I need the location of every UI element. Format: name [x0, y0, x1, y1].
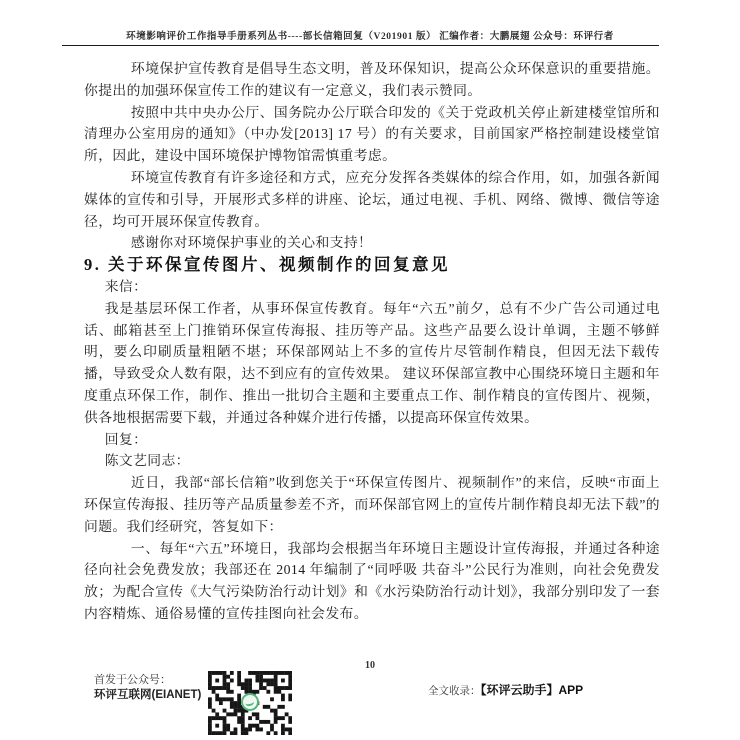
- running-header: 环境影响评价工作指导手册系列丛书----部长信箱回复（V201901 版） 汇编作者：大鹏展翅 公众号：环评行者: [126, 32, 614, 42]
- reply-label: 回复：: [104, 431, 148, 447]
- paragraph-reply8-1: 环境保护宣传教育是倡导生态文明，普及环保知识，提高公众环保意识的重要措施。你提出的加强环保宣传工作的建议有一定意义，我们表示赞同。: [84, 61, 660, 98]
- paragraph-reply8-2: 按照中共中央办公厅、国务院办公厅联合印发的《关于党政机关停止新建楼堂馆所和清理办公室用房的通知》（中办发[2013] 17 号）的有关要求，目前国家严格控制建设楼堂馆所，因此，建设中国环境保护博物馆需慎重考虑。: [84, 104, 660, 164]
- letter-body: 我是基层环保工作者，从事环保宣传教育。每年“六五”前夕，总有不少广告公司通过电话、邮箱甚至上门推销环保宣传海报、挂历等产品。这些产品要么设计单调，主题不够鲜明，要么印刷质量粗陋不堪；环保部网站上不多的宣传片尽管制作精良，但因无法下载传播，导致受众人数有限，达不到应有的宣传效果。 建议环保部宣教中心围绕环境日主题和年度重点环保工作，制作、推出一批切合主题和主要重点工作、制作精良的宣传图片、视频，供各地根据需要下载，并通过各种媒介进行传播，以提高环保宣传效果。: [84, 300, 660, 425]
- publisher-name: 环评互联网(EIANET): [94, 689, 202, 701]
- paragraph-reply8-thanks: 感谢你对环境保护事业的关心和支持！: [130, 235, 373, 251]
- app-notice-prefix: 全文收录：: [428, 685, 481, 697]
- reply-salutation: 陈文艺同志：: [104, 453, 190, 469]
- app-name: 【环评云助手】: [480, 683, 559, 697]
- header-rule: [62, 45, 659, 46]
- page-body: [84, 58, 660, 625]
- reply-paragraph-2: 一、每年“六五”环境日，我部均会根据当年环境日主题设计宣传海报，并通过各种途径向社会免费发放；我部还在 2014 年编制了“同呼吸 共奋斗”公民行为准则，向社会免费发放；为配合宣传《大气污染防治行动计划》和《水污染防治行动计划》，我部分别印发了一套内容精炼、通俗易懂的宣传挂图向社会发布。: [84, 540, 660, 621]
- section-heading-9: 9. 关于环保宣传图片、视频制作的回复意见: [84, 255, 450, 275]
- letter-label: 来信：: [104, 278, 148, 294]
- qr-code: [208, 671, 292, 735]
- app-notice: [428, 681, 583, 698]
- app-suffix: APP: [558, 683, 584, 697]
- page-number: 10: [365, 660, 375, 671]
- paragraph-reply8-3: 环境宣传教育有许多途径和方式，应充分发挥各类媒体的综合作用，如，加强各新闻媒体的宣传和引导，开展形式多样的讲座、论坛，通过电视、手机、网络、微博、微信等途径，均可开展环保宣传教育。: [84, 169, 660, 229]
- publisher-label: 首发于公众号：: [94, 674, 171, 686]
- reply-paragraph-1: 近日，我部“部长信箱”收到您关于“环保宣传图片、视频制作”的来信，反映“市面上环保宣传海报、挂历等产品质量参差不齐，而环保部官网上的宣传片制作精良却无法下载”的问题。我们经研究，答复如下：: [84, 475, 660, 534]
- qr-center-logo: [241, 693, 259, 711]
- publisher-info: [94, 673, 201, 703]
